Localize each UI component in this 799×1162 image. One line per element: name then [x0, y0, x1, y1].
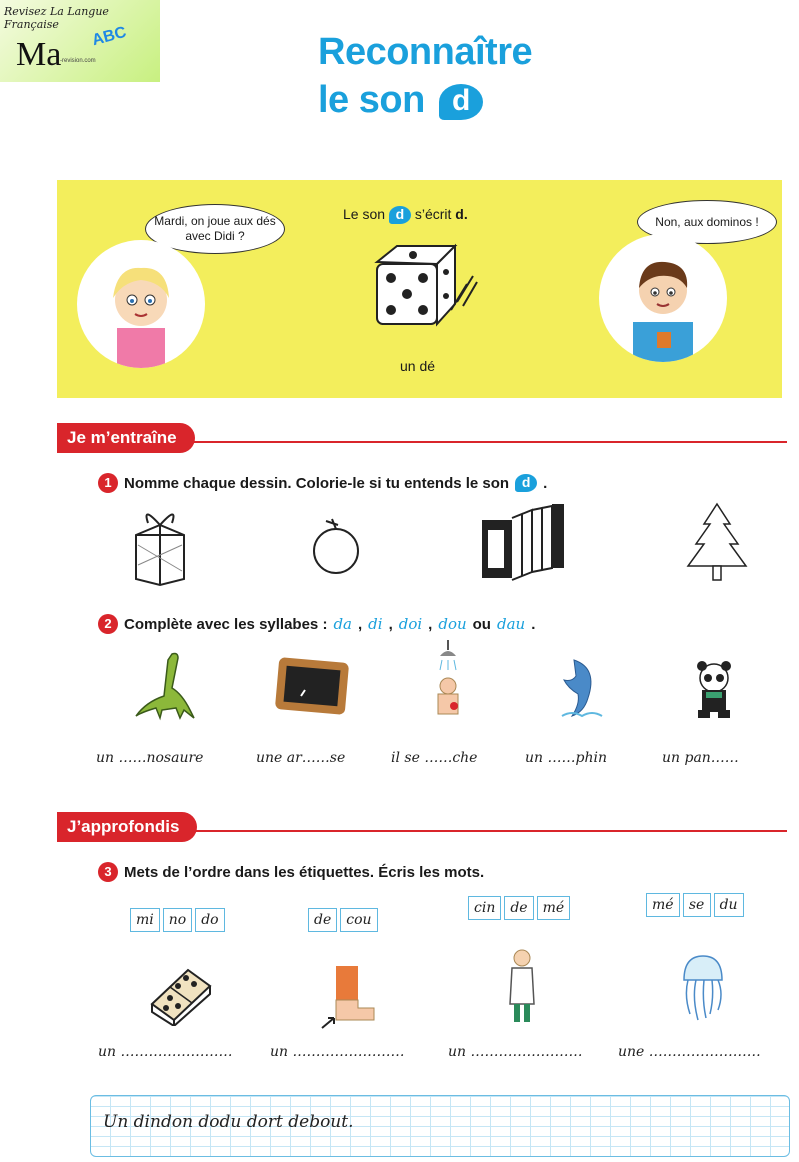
girl-speech-bubble: Mardi, on joue aux dés avec Didi ?: [145, 204, 285, 254]
syllable-label[interactable]: do: [195, 908, 224, 932]
exercise-3-title: [98, 862, 484, 882]
intro-banner: [57, 180, 782, 398]
syllable-label[interactable]: mé: [646, 893, 680, 917]
boy-portrait: [599, 234, 727, 362]
dice-icon: [369, 242, 479, 342]
sound-rule: [343, 206, 468, 224]
separator: ,: [388, 615, 393, 633]
syllable-label[interactable]: du: [714, 893, 744, 917]
rule-prefix: Le son: [343, 206, 386, 222]
accordion-icon[interactable]: [478, 500, 568, 582]
exercise-2-end: .: [531, 615, 536, 633]
syllable-dau: dau: [496, 615, 526, 633]
separator: ,: [428, 615, 433, 633]
section-line: [157, 830, 787, 832]
syllable-label[interactable]: no: [163, 908, 192, 932]
page-title: [318, 28, 532, 124]
handwriting-sentence: Un dindon dodu dort debout.: [103, 1112, 354, 1132]
syllable-label[interactable]: de: [504, 896, 533, 920]
boy-illustration: [599, 234, 727, 362]
exercise-2-text: Complète avec les syllabes :: [124, 615, 328, 633]
word-un-de: un dé: [400, 358, 436, 374]
section-je-mentraine: [57, 423, 787, 453]
label-group-medecin: [468, 896, 570, 920]
exercise-number: 2: [98, 614, 118, 634]
shower-icon: [430, 640, 470, 724]
syllable-label[interactable]: mé: [537, 896, 571, 920]
syllable-label[interactable]: se: [683, 893, 711, 917]
dolphin-icon: [558, 658, 604, 722]
section-tag: Je m’entraîne: [57, 423, 195, 453]
rule-letter: d.: [455, 206, 468, 222]
site-logo: [0, 0, 160, 82]
tree-icon[interactable]: [684, 500, 750, 584]
apple-icon[interactable]: [308, 515, 364, 577]
boy-speech-bubble: Non, aux dominos !: [637, 200, 777, 244]
exercise-1-text: Nomme chaque dessin. Colorie-le si tu entends le son: [124, 474, 510, 492]
girl-portrait: [77, 240, 205, 368]
logo-abc: ABC: [90, 23, 129, 50]
section-line: [157, 441, 787, 443]
exercise-number: 3: [98, 862, 118, 882]
girl-illustration: [77, 240, 205, 368]
logo-ma: Ma: [16, 36, 62, 73]
title-line2-prefix: le son: [318, 79, 425, 121]
blank-dauphin[interactable]: un ……phin: [525, 750, 607, 766]
logo-tagline: Revisez La Langue Française: [4, 5, 109, 31]
syllable-label[interactable]: cin: [468, 896, 501, 920]
syllable-label[interactable]: cou: [340, 908, 377, 932]
elbow-icon: [318, 962, 380, 1030]
dinosaur-icon: [132, 648, 202, 722]
exercise-3-text: Mets de l’ordre dans les étiquettes. Écris les mots.: [124, 863, 485, 881]
syllable-doi: doi: [398, 615, 423, 633]
sound-d-bubble: d: [439, 84, 483, 120]
answer-meduse[interactable]: une ……………………: [618, 1044, 761, 1060]
section-tag: J’approfondis: [57, 812, 197, 842]
title-line2: [318, 76, 532, 124]
answer-coude[interactable]: un ……………………: [270, 1044, 405, 1060]
word-ou: ou: [472, 615, 491, 633]
exercise-1-end: .: [543, 474, 548, 492]
blank-dinosaure[interactable]: un ……nosaure: [96, 750, 204, 766]
handwriting-box: [90, 1095, 790, 1157]
answer-medecin[interactable]: un ……………………: [448, 1044, 583, 1060]
rule-d-bubble: d: [389, 206, 411, 224]
label-group-domino: [130, 908, 225, 932]
blank-pandoi[interactable]: un pan……: [662, 750, 739, 766]
syllable-da: da: [333, 615, 352, 633]
syllable-di: di: [368, 615, 383, 633]
doctor-icon: [506, 948, 538, 1026]
blank-douche[interactable]: il se ……che: [391, 750, 478, 766]
label-group-coude: [308, 908, 378, 932]
jellyfish-icon: [678, 952, 728, 1024]
panda-icon: [692, 660, 736, 720]
exercise-1-title: [98, 473, 547, 493]
blank-ardoise[interactable]: une ar……se: [256, 750, 346, 766]
answer-domino[interactable]: un ……………………: [98, 1044, 233, 1060]
syllable-label[interactable]: de: [308, 908, 337, 932]
exercise-1-d-bubble: d: [515, 474, 537, 492]
rule-suffix: s’écrit: [414, 206, 452, 222]
title-line1: Reconnaître: [318, 31, 533, 73]
domino-icon: [148, 964, 214, 1026]
logo-url: -revision.com: [60, 58, 96, 64]
gift-icon[interactable]: [130, 505, 190, 587]
section-japprofondis: [57, 812, 787, 842]
exercise-number: 1: [98, 473, 118, 493]
syllable-label[interactable]: mi: [130, 908, 160, 932]
exercise-2-title: [98, 614, 535, 634]
slate-icon: [275, 654, 349, 716]
syllable-dou: dou: [438, 615, 467, 633]
separator: ,: [357, 615, 363, 633]
label-group-meduse: [646, 893, 744, 917]
